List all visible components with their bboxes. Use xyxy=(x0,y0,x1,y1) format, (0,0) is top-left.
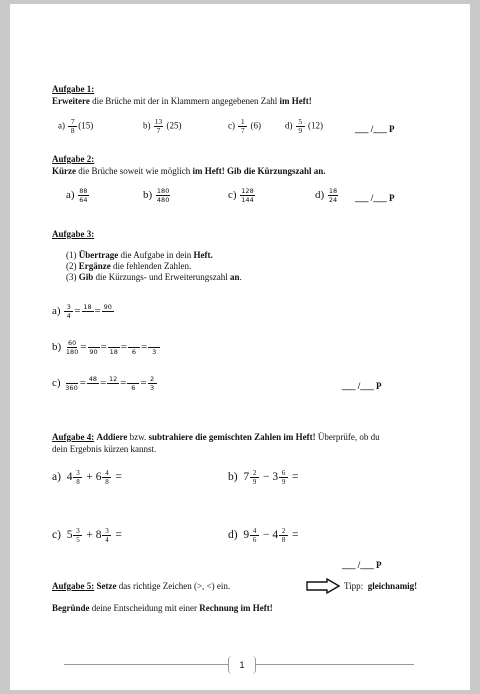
footer-divider-right xyxy=(254,664,414,665)
task4-item-a: a) 4 $\frac{3}{8}$ + 6 $\frac{4}{8}$ = xyxy=(52,469,122,486)
task5-justify: Begründe deine Entscheidung mit einer Rechnung im Heft! xyxy=(52,603,273,613)
task3-score: ___ /___ P xyxy=(342,381,382,391)
task2-item-d: d) $\frac{18}{24}$ xyxy=(315,187,338,204)
task2-item-a: a) $\frac{88}{64}$ xyxy=(66,187,88,204)
footer-divider-left xyxy=(64,664,228,665)
task4-score: ___ /___ P xyxy=(342,560,382,570)
task4-instruction-line2: dein Ergebnis kürzen kannst. xyxy=(52,444,157,454)
task4-item-b: b) 7 $\frac{2}{9}$ − 3 $\frac{6}{9}$ = xyxy=(228,469,299,486)
task3-row-c: c) 360 = 48 = 12 = 6 = $\frac{2}{3}$ xyxy=(52,375,158,392)
task4-title: Aufgabe 4: xyxy=(52,432,95,442)
task1-item-d: d) $\frac{5}{9}$ (12) xyxy=(285,117,323,135)
arrow-right-icon xyxy=(306,578,340,594)
task1-item-c: c) $\frac{1}{7}$ (6) xyxy=(228,117,261,135)
task4-item-c: c) 5 $\frac{3}{5}$ + 8 $\frac{3}{4}$ = xyxy=(52,527,122,544)
task5-title: Aufgabe 5: xyxy=(52,581,95,591)
task3-row-a: a) $\frac{3}{4}$ = 18 = 90 xyxy=(52,303,112,320)
task2-instruction: Kürze die Brüche soweit wie möglich im Heft! Gib die Kürzungszahl an. xyxy=(52,166,326,176)
worksheet-page xyxy=(10,4,470,690)
task1-instruction: Erweitere die Brüche mit der in Klammern angegebenen Zahl im Heft! xyxy=(52,96,312,106)
task3-step-2: (2) Ergänze die fehlenden Zahlen. xyxy=(66,261,192,271)
task1-score: ___ /___ P xyxy=(355,124,395,134)
task2-item-b: b) $\frac{180}{480}$ xyxy=(143,187,170,204)
task1-item-a: a) $\frac{7}{8}$ (15) xyxy=(58,117,94,135)
task3-step-1: (1) Übertrage die Aufgabe in dein Heft. xyxy=(66,250,213,260)
task3-step-3: (3) Gib die Kürzungs- und Erweiterungszahl an. xyxy=(66,272,242,282)
task1-item-b: b) $\frac{13}{7}$ (25) xyxy=(143,117,182,135)
task5-instruction: Aufgabe 5: Setze das richtige Zeichen (>, <) ein. xyxy=(52,581,231,591)
task5-tip: Tipp: gleichnamig! xyxy=(344,581,418,591)
task2-score: ___ /___ P xyxy=(355,193,395,203)
task4-instruction: Aufgabe 4: Addiere bzw. subtrahiere die gemischten Zahlen im Heft! Überprüfe, ob du xyxy=(52,432,380,442)
task3-title: Aufgabe 3: xyxy=(52,229,95,239)
task4-item-d: d) 9 $\frac{4}{6}$ − 4 $\frac{2}{8}$ = xyxy=(228,527,299,544)
page-number: 1 xyxy=(228,656,256,674)
task3-row-b: b) $\frac{60}{180}$ = 90 = 18 = 6 = 3 xyxy=(52,339,161,356)
task1-title: Aufgabe 1: xyxy=(52,84,95,94)
task2-item-c: c) $\frac{128}{144}$ xyxy=(228,187,254,204)
task2-title: Aufgabe 2: xyxy=(52,154,95,164)
